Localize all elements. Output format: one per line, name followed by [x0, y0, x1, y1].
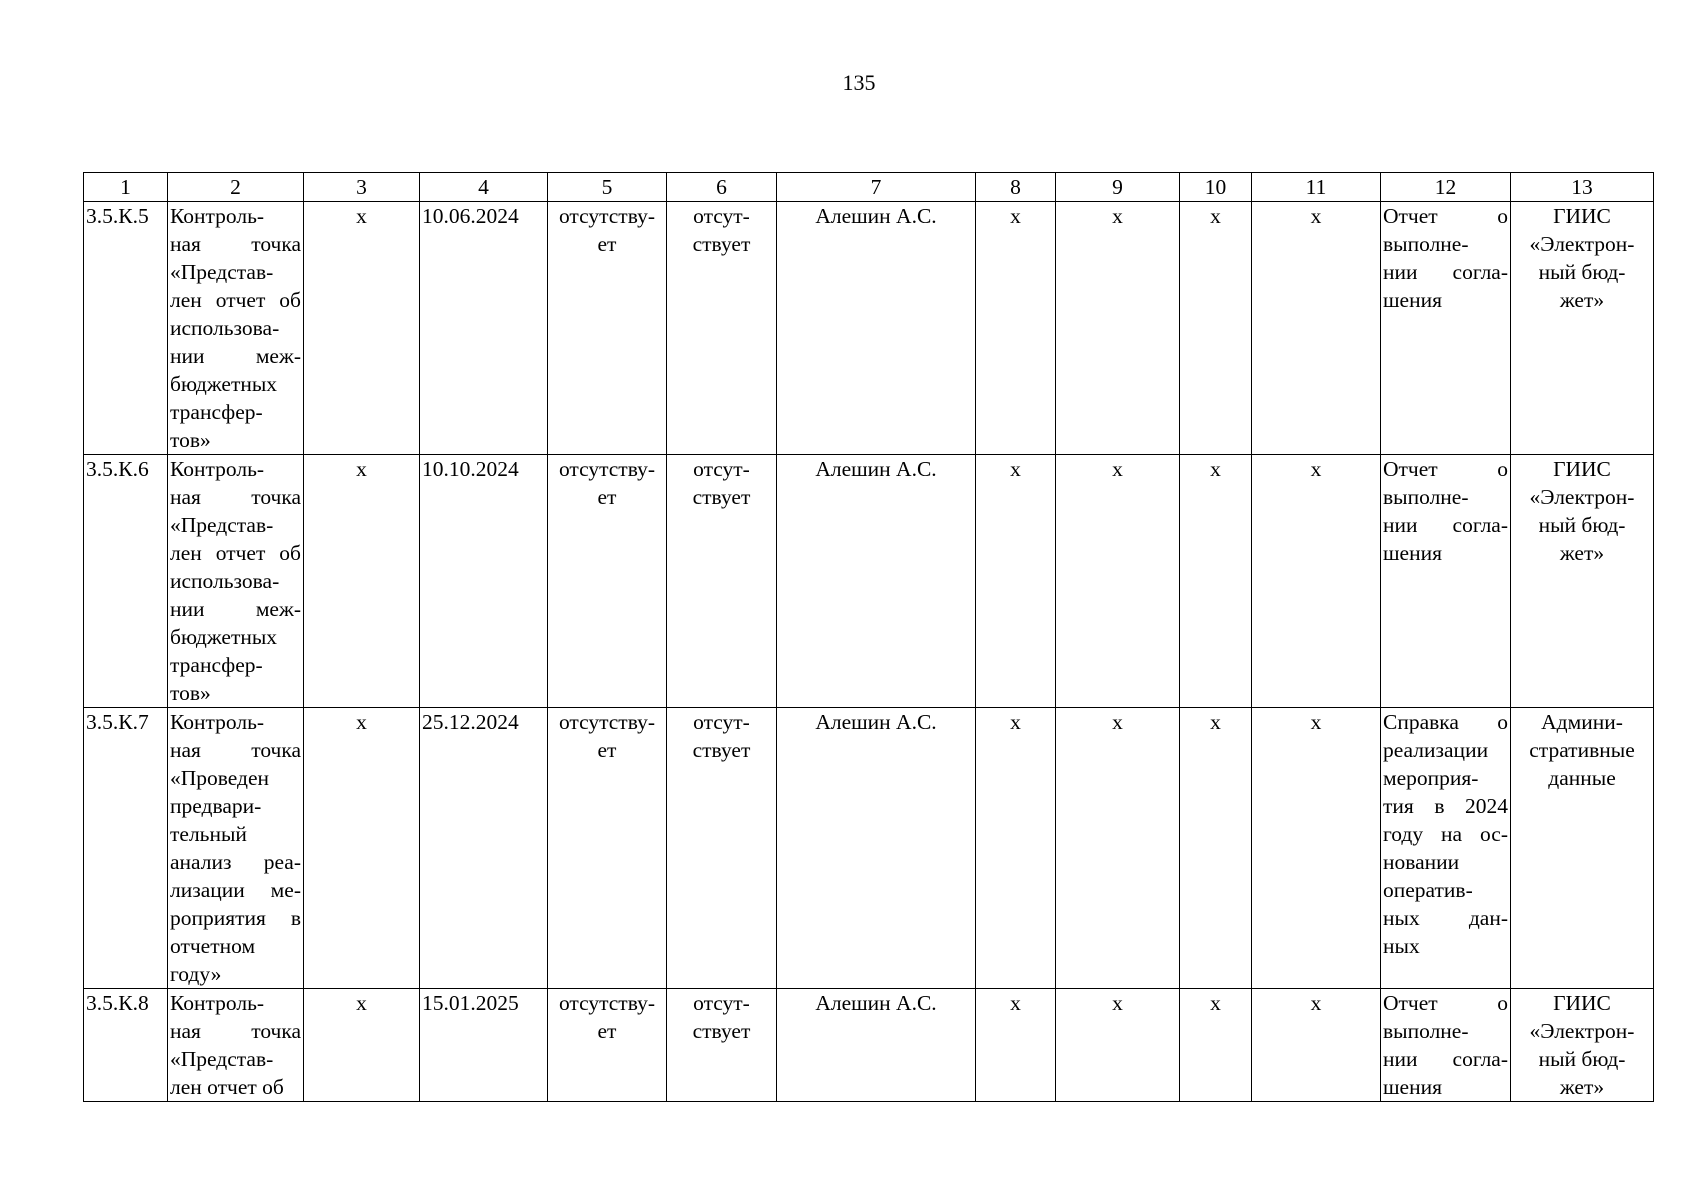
cell-col11: х	[1252, 989, 1381, 1102]
cell-col9: х	[1056, 708, 1180, 989]
cell-col5-line: отсутству-	[558, 457, 656, 481]
cell-col5-line: ет	[597, 232, 617, 256]
cell-name	[168, 202, 304, 455]
cell-document-line: мероприя-	[1383, 766, 1479, 790]
cell-name-line: ная точка	[170, 1019, 301, 1043]
cell-code: 3.5.К.5	[84, 202, 168, 455]
cell-col6-line: отсут-	[693, 457, 750, 481]
cell-col11: х	[1252, 202, 1381, 455]
cell-col8: х	[976, 708, 1056, 989]
cell-document-line: шения	[1383, 288, 1442, 312]
cell-col6	[667, 989, 777, 1102]
cell-col5-line: ет	[597, 1019, 617, 1043]
cell-name-line: Контроль-	[170, 710, 265, 734]
cell-system	[1511, 989, 1654, 1102]
cell-col5-line: отсутству-	[558, 710, 656, 734]
column-header: 7	[777, 173, 976, 202]
column-header: 11	[1252, 173, 1381, 202]
cell-col6-line: отсут-	[693, 991, 750, 1015]
cell-col6	[667, 708, 777, 989]
cell-document	[1381, 455, 1511, 708]
cell-name-line: лизации ме-	[170, 878, 301, 902]
cell-col6-line: отсут-	[693, 710, 750, 734]
cell-system-line: стративные	[1529, 738, 1635, 762]
column-header: 12	[1381, 173, 1511, 202]
cell-name	[168, 708, 304, 989]
cell-name-line: роприятия в	[170, 906, 301, 930]
cell-col6-line: ствует	[692, 232, 751, 256]
column-header: 9	[1056, 173, 1180, 202]
cell-responsible: Алешин А.С.	[777, 708, 976, 989]
cell-col10: х	[1180, 455, 1252, 708]
cell-name-line: Контроль-	[170, 204, 265, 228]
cell-date: 10.10.2024	[420, 455, 548, 708]
page-number: 135	[842, 70, 876, 95]
cell-code: 3.5.К.6	[84, 455, 168, 708]
cell-name-line: «Представ-	[170, 260, 274, 284]
cell-col5-line: отсутству-	[558, 204, 656, 228]
cell-name-line: предвари-	[170, 794, 262, 818]
table-row	[84, 708, 1654, 989]
cell-name-line: Контроль-	[170, 991, 265, 1015]
cell-document	[1381, 989, 1511, 1102]
cell-date: 25.12.2024	[420, 708, 548, 989]
cell-document-line: Отчет о	[1383, 991, 1508, 1015]
cell-system-line: ный бюд-	[1538, 1047, 1626, 1071]
cell-name-line: нии меж-	[170, 597, 301, 621]
cell-col11: х	[1252, 455, 1381, 708]
column-header: 5	[548, 173, 667, 202]
cell-col6	[667, 202, 777, 455]
cell-system-line: жет»	[1559, 288, 1605, 312]
cell-col9: х	[1056, 989, 1180, 1102]
cell-code: 3.5.К.8	[84, 989, 168, 1102]
cell-col6-line: отсут-	[693, 204, 750, 228]
column-header: 4	[420, 173, 548, 202]
cell-document-line: нии согла-	[1383, 260, 1508, 284]
cell-system-line: «Электрон-	[1529, 485, 1635, 509]
cell-name-line: трансфер-	[170, 653, 263, 677]
cell-name-line: ная точка	[170, 232, 301, 256]
cell-document-line: реализации	[1383, 738, 1489, 762]
cell-col8: х	[976, 455, 1056, 708]
cell-col5-line: ет	[597, 485, 617, 509]
cell-document-line: году на ос-	[1383, 822, 1508, 846]
cell-col9: х	[1056, 455, 1180, 708]
cell-col3: х	[304, 708, 420, 989]
cell-document-line: ных дан-	[1383, 906, 1508, 930]
column-numbers-row	[84, 173, 1654, 202]
cell-name-line: ная точка	[170, 738, 301, 762]
column-header: 2	[168, 173, 304, 202]
cell-document-line: нии согла-	[1383, 513, 1508, 537]
cell-system-line: данные	[1548, 766, 1616, 790]
cell-date: 10.06.2024	[420, 202, 548, 455]
cell-responsible: Алешин А.С.	[777, 989, 976, 1102]
cell-document-line: выполне-	[1383, 485, 1469, 509]
cell-responsible: Алешин А.С.	[777, 202, 976, 455]
cell-document-line: шения	[1383, 541, 1442, 565]
cell-name-line: трансфер-	[170, 400, 263, 424]
column-header: 1	[84, 173, 168, 202]
cell-document-line: оператив-	[1383, 878, 1473, 902]
cell-name-line: лен отчет об	[170, 1075, 284, 1099]
column-header: 10	[1180, 173, 1252, 202]
cell-col5	[548, 202, 667, 455]
cell-col3: х	[304, 455, 420, 708]
cell-system-line: «Электрон-	[1529, 232, 1635, 256]
cell-name-line: использова-	[170, 316, 280, 340]
table-row	[84, 989, 1654, 1102]
cell-col5-line: отсутству-	[558, 991, 656, 1015]
cell-document-line: нии согла-	[1383, 1047, 1508, 1071]
cell-name-line: Контроль-	[170, 457, 265, 481]
cell-name-line: «Представ-	[170, 513, 274, 537]
cell-name-line: отчетном	[170, 934, 256, 958]
cell-system	[1511, 202, 1654, 455]
cell-system-line: ный бюд-	[1538, 260, 1626, 284]
cell-document-line: ных	[1383, 934, 1420, 958]
cell-name-line: нии меж-	[170, 344, 301, 368]
cell-system	[1511, 708, 1654, 989]
cell-date: 15.01.2025	[420, 989, 548, 1102]
cell-system	[1511, 455, 1654, 708]
cell-document-line: Отчет о	[1383, 204, 1508, 228]
cell-document-line: тия в 2024	[1383, 794, 1508, 818]
cell-name-line: лен отчет об	[170, 541, 301, 565]
cell-system-line: «Электрон-	[1529, 1019, 1635, 1043]
cell-col8: х	[976, 202, 1056, 455]
cell-document	[1381, 708, 1511, 989]
cell-col10: х	[1180, 708, 1252, 989]
cell-name-line: бюджетных	[170, 625, 278, 649]
table-row	[84, 202, 1654, 455]
cell-document-line: Отчет о	[1383, 457, 1508, 481]
cell-name-line: «Представ-	[170, 1047, 274, 1071]
cell-col9: х	[1056, 202, 1180, 455]
cell-name-line: анализ реа-	[170, 850, 301, 874]
cell-name-line: тельный	[170, 822, 247, 846]
cell-name-line: лен отчет об	[170, 288, 301, 312]
cell-name-line: тов»	[170, 681, 211, 705]
cell-col3: х	[304, 989, 420, 1102]
cell-name-line: «Проведен	[170, 766, 270, 790]
cell-col5	[548, 708, 667, 989]
cell-col6-line: ствует	[692, 485, 751, 509]
column-header: 3	[304, 173, 420, 202]
cell-col5	[548, 989, 667, 1102]
cell-col3: х	[304, 202, 420, 455]
cell-col10: х	[1180, 202, 1252, 455]
cell-col8: х	[976, 989, 1056, 1102]
cell-name-line: использова-	[170, 569, 280, 593]
cell-document-line: Справка о	[1383, 710, 1508, 734]
cell-document-line: выполне-	[1383, 232, 1469, 256]
column-header: 13	[1511, 173, 1654, 202]
cell-name-line: тов»	[170, 428, 211, 452]
cell-col10: х	[1180, 989, 1252, 1102]
cell-name	[168, 455, 304, 708]
cell-name-line: бюджетных	[170, 372, 278, 396]
cell-name	[168, 989, 304, 1102]
cell-system-line: Админи-	[1541, 710, 1623, 734]
column-header: 6	[667, 173, 777, 202]
cell-system-line: ГИИС	[1553, 457, 1611, 481]
column-header: 8	[976, 173, 1056, 202]
cell-system-line: ГИИС	[1553, 204, 1611, 228]
cell-col5-line: ет	[597, 738, 617, 762]
cell-code: 3.5.К.7	[84, 708, 168, 989]
cell-name-line: ная точка	[170, 485, 301, 509]
cell-document-line: новании	[1383, 850, 1460, 874]
cell-col6	[667, 455, 777, 708]
cell-document	[1381, 202, 1511, 455]
cell-system-line: жет»	[1559, 541, 1605, 565]
cell-col5	[548, 455, 667, 708]
cell-col11: х	[1252, 708, 1381, 989]
cell-system-line: ГИИС	[1553, 991, 1611, 1015]
cell-document-line: выполне-	[1383, 1019, 1469, 1043]
cell-col6-line: ствует	[692, 1019, 751, 1043]
control-points-table	[83, 172, 1654, 1102]
cell-name-line: году»	[170, 962, 222, 986]
cell-system-line: ный бюд-	[1538, 513, 1626, 537]
cell-responsible: Алешин А.С.	[777, 455, 976, 708]
cell-document-line: шения	[1383, 1075, 1442, 1099]
cell-system-line: жет»	[1559, 1075, 1605, 1099]
cell-col6-line: ствует	[692, 738, 751, 762]
table-row	[84, 455, 1654, 708]
